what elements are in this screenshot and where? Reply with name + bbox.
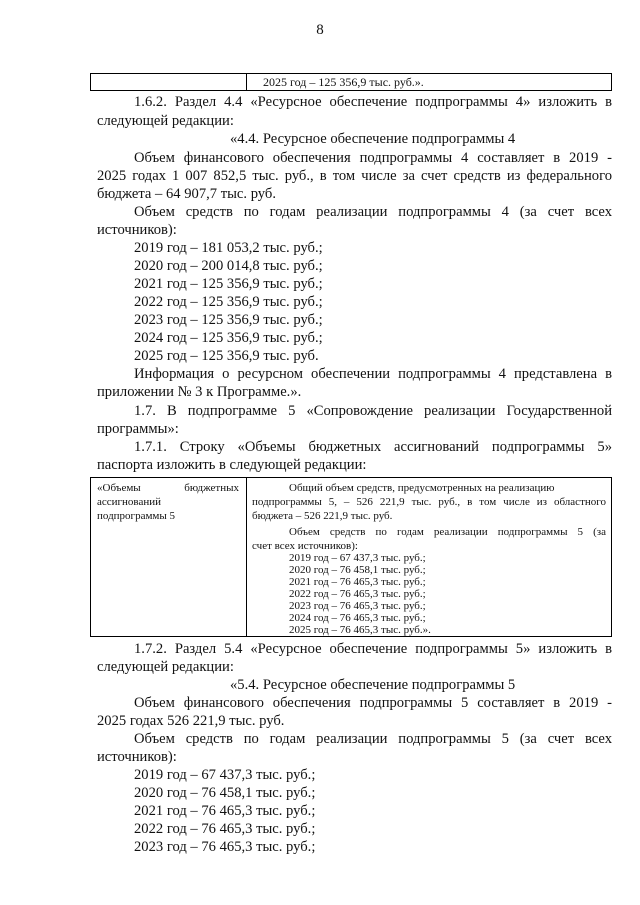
page-number: 8 [316, 22, 324, 38]
table-year-line: 2019 год – 67 437,3 тыс. руб.; [289, 552, 426, 564]
table-year-line: 2024 год – 76 465,3 тыс. руб.; [289, 612, 426, 624]
section-1-6-2-line: следующей редакции: [97, 113, 234, 129]
table-right-line: Общий объем средств, предусмотренных на реализацию [289, 482, 555, 494]
year-line: 2022 год – 76 465,3 тыс. руб.; [134, 821, 316, 837]
year-line: 2021 год – 125 356,9 тыс. руб.; [134, 276, 323, 292]
paragraph-line: 2025 годах 526 221,9 тыс. руб. [97, 713, 285, 729]
top-table [90, 73, 612, 91]
table-left-line: ассигнований [97, 496, 162, 508]
year-line: 2020 год – 200 014,8 тыс. руб.; [134, 258, 323, 274]
table-left-line: «Объемы бюджетных [97, 482, 239, 494]
paragraph-line: источников): [97, 222, 177, 238]
table-right-line: бюджета – 526 221,9 тыс. руб. [252, 510, 393, 522]
year-line: 2023 год – 125 356,9 тыс. руб.; [134, 312, 323, 328]
section-1-7-1-line: паспорта изложить в следующей редакции: [97, 457, 367, 473]
table-year-line: 2025 год – 76 465,3 тыс. руб.». [289, 624, 431, 636]
table-year-line: 2020 год – 76 458,1 тыс. руб.; [289, 564, 426, 576]
paragraph-line: приложении № 3 к Программе.». [97, 384, 302, 400]
section-4-4-heading: «4.4. Ресурсное обеспечение подпрограммы 4 [230, 131, 516, 147]
section-1-7-line: программы»: [97, 421, 179, 437]
year-line: 2025 год – 125 356,9 тыс. руб. [134, 348, 319, 364]
year-line: 2022 год – 125 356,9 тыс. руб.; [134, 294, 323, 310]
paragraph-line: Объем финансового обеспечения подпрограммы 4 составляет в 2019 - [134, 150, 612, 166]
year-line: 2019 год – 181 053,2 тыс. руб.; [134, 240, 323, 256]
section-1-7-1-line: 1.7.1. Строку «Объемы бюджетных ассигнований подпрограммы 5» [134, 439, 612, 455]
table-right-line: Объем средств по годам реализации подпрограммы 5 (за [289, 526, 606, 538]
table-year-line: 2021 год – 76 465,3 тыс. руб.; [289, 576, 426, 588]
year-line: 2024 год – 125 356,9 тыс. руб.; [134, 330, 323, 346]
paragraph-line: Объем финансового обеспечения подпрограммы 5 составляет в 2019 - [134, 695, 612, 711]
table-year-line: 2023 год – 76 465,3 тыс. руб.; [289, 600, 426, 612]
section-1-6-2-line: 1.6.2. Раздел 4.4 «Ресурсное обеспечение подпрограммы 4» изложить в [134, 94, 612, 110]
year-line: 2019 год – 67 437,3 тыс. руб.; [134, 767, 316, 783]
paragraph-line: Объем средств по годам реализации подпрограммы 5 (за счет всех [134, 731, 612, 747]
paragraph-line: бюджета – 64 907,7 тыс. руб. [97, 186, 276, 202]
table-year-line: 2022 год – 76 465,3 тыс. руб.; [289, 588, 426, 600]
year-line: 2023 год – 76 465,3 тыс. руб.; [134, 839, 316, 855]
year-line: 2020 год – 76 458,1 тыс. руб.; [134, 785, 316, 801]
paragraph-line: 2025 годах 1 007 852,5 тыс. руб., в том числе за счет средств из федерального [97, 168, 612, 184]
section-1-7-line: 1.7. В подпрограмме 5 «Сопровождение реализации Государственной [134, 403, 612, 419]
table-right-line: подпрограммы 5, – 526 221,9 тыс. руб., в том числе из областного [252, 496, 606, 508]
table-right-line: счет всех источников): [252, 540, 358, 552]
section-1-7-2-line: 1.7.2. Раздел 5.4 «Ресурсное обеспечение подпрограммы 5» изложить в [134, 641, 612, 657]
top-table-cell: 2025 год – 125 356,9 тыс. руб.». [263, 75, 424, 89]
passport-table [90, 477, 612, 637]
paragraph-line: Информация о ресурсном обеспечении подпрограммы 4 представлена в [134, 366, 612, 382]
section-5-4-heading: «5.4. Ресурсное обеспечение подпрограммы 5 [230, 677, 516, 693]
paragraph-line: источников): [97, 749, 177, 765]
section-1-7-2-line: следующей редакции: [97, 659, 234, 675]
table-left-line: подпрограммы 5 [97, 510, 176, 522]
year-line: 2021 год – 76 465,3 тыс. руб.; [134, 803, 316, 819]
paragraph-line: Объем средств по годам реализации подпрограммы 4 (за счет всех [134, 204, 612, 220]
